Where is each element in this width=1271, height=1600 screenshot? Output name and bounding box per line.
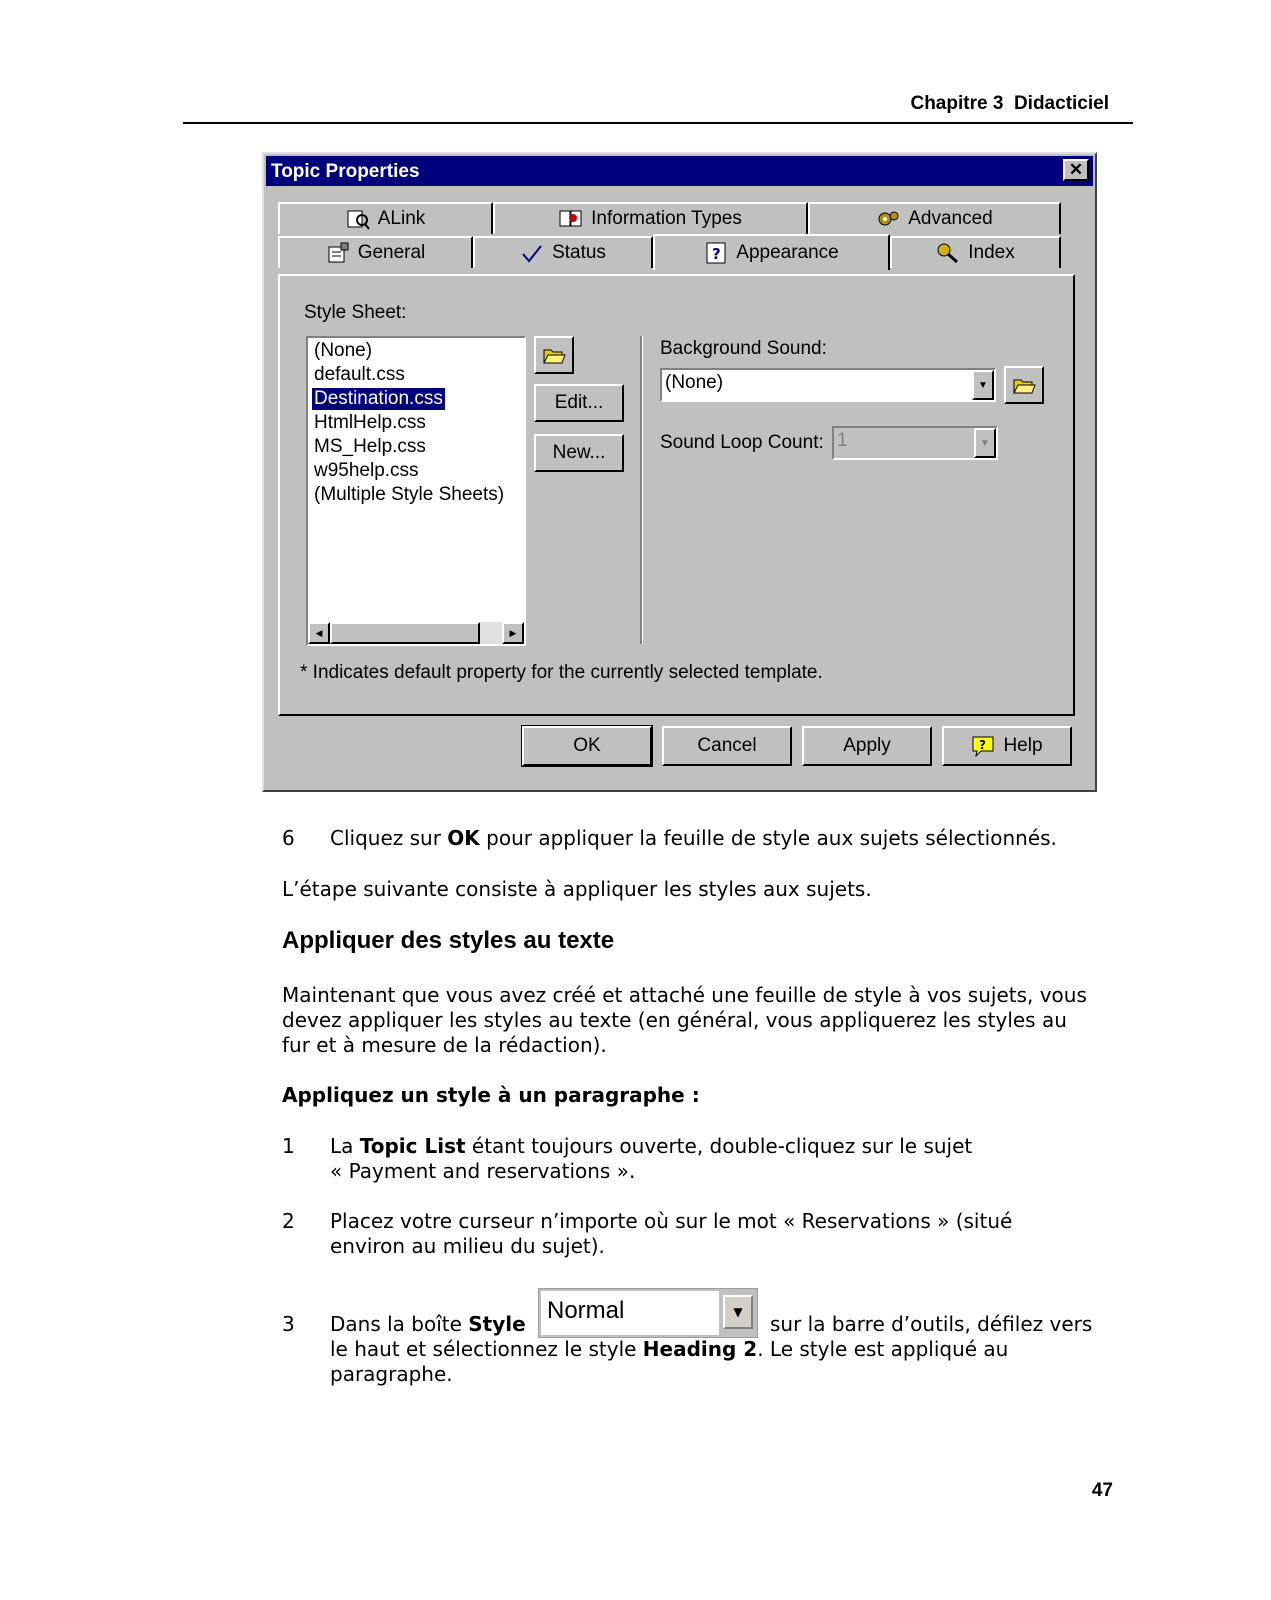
style-sheet-listbox[interactable] xyxy=(306,336,526,646)
folder-open-icon xyxy=(542,344,566,366)
general-icon xyxy=(326,242,350,264)
step-text: Dans la boîte xyxy=(330,1312,469,1336)
cancel-button[interactable] xyxy=(662,726,792,766)
help-button[interactable] xyxy=(942,726,1072,766)
running-header xyxy=(910,93,1109,115)
step-text: « Payment and reservations ». xyxy=(330,1159,636,1183)
step-number: 6 xyxy=(282,826,295,850)
procedure-title: Appliquez un style à un paragraphe : xyxy=(282,1083,700,1107)
step-text: étant toujours ouverte, double-cliquez sur le sujet xyxy=(465,1134,973,1158)
help-question-icon xyxy=(704,242,728,264)
information-types-icon xyxy=(559,208,583,230)
help-balloon-icon xyxy=(971,735,995,757)
browse-stylesheet-button[interactable] xyxy=(534,336,574,374)
list-item[interactable]: HtmlHelp.css xyxy=(314,412,426,433)
next-step-paragraph: L’étape suivante consiste à appliquer les styles aux sujets. xyxy=(282,877,872,901)
appearance-panel xyxy=(278,274,1075,716)
style-dropdown-field xyxy=(541,1291,719,1335)
tab-label: Index xyxy=(968,242,1015,263)
vertical-separator xyxy=(640,336,643,644)
edit-button[interactable] xyxy=(534,384,624,422)
scroll-thumb[interactable] xyxy=(330,622,480,644)
horizontal-scrollbar[interactable] xyxy=(308,622,524,644)
chevron-down-icon[interactable]: ▼ xyxy=(972,370,994,400)
intro-line: Maintenant que vous avez créé et attaché une feuille de style à vos sujets, vous xyxy=(282,983,1087,1007)
step-2-text xyxy=(330,1209,1012,1259)
tab-label: Advanced xyxy=(908,208,993,229)
footnote: * Indicates default property for the currently selected template. xyxy=(300,662,823,683)
step-text: le haut et sélectionnez le style xyxy=(330,1337,643,1361)
svg-text:?: ? xyxy=(712,245,721,263)
ok-button[interactable] xyxy=(522,726,652,766)
tab-general[interactable] xyxy=(278,236,473,268)
chevron-down-icon[interactable]: ▼ xyxy=(974,428,996,458)
step-bold: Heading 2 xyxy=(642,1337,758,1361)
intro-paragraph xyxy=(282,983,1087,1058)
close-button[interactable] xyxy=(1063,159,1089,181)
chapter-title: Didacticiel xyxy=(1013,93,1109,114)
topic-properties-dialog xyxy=(262,152,1097,792)
folder-open-icon xyxy=(1012,374,1036,396)
step-text: Cliquez sur xyxy=(330,826,448,850)
sound-loop-count-select[interactable] xyxy=(832,426,998,460)
step-number: 1 xyxy=(282,1134,295,1158)
key-icon xyxy=(936,242,960,264)
step-text: pour appliquer la feuille de style aux sujets sélectionnés. xyxy=(479,826,1057,850)
list-item[interactable]: default.css xyxy=(314,364,405,385)
background-sound-label: Background Sound: xyxy=(660,338,827,359)
step-3-line1-left xyxy=(330,1312,526,1337)
step-text: . Le style est appliqué au xyxy=(757,1337,1009,1361)
dialog-titlebar xyxy=(266,156,1093,186)
list-item[interactable]: MS_Help.css xyxy=(314,436,426,457)
tab-index[interactable] xyxy=(890,236,1061,268)
tab-advanced[interactable] xyxy=(808,202,1061,234)
svg-text:?: ? xyxy=(979,738,987,752)
alink-icon xyxy=(346,208,370,230)
list-item-selected[interactable]: Destination.css xyxy=(314,388,443,409)
tab-label: ALink xyxy=(377,208,426,229)
close-icon: ✕ xyxy=(1068,160,1084,179)
tab-information-types[interactable] xyxy=(493,202,808,234)
tab-appearance[interactable] xyxy=(653,234,890,270)
tab-label: General xyxy=(357,242,426,263)
help-button-label: Help xyxy=(1003,735,1043,756)
intro-line: fur et à mesure de la rédaction). xyxy=(282,1033,607,1057)
step-3-line1-right: sur la barre d’outils, défilez vers xyxy=(770,1312,1093,1336)
checkmark-icon xyxy=(520,242,544,264)
step-number: 3 xyxy=(282,1312,295,1336)
sound-loop-count-label: Sound Loop Count: xyxy=(660,432,824,453)
list-item[interactable]: (None) xyxy=(314,340,373,361)
dialog-title: Topic Properties xyxy=(271,161,420,182)
browse-sound-button[interactable] xyxy=(1004,366,1044,404)
step-text: paragraphe. xyxy=(330,1362,453,1386)
scroll-right-icon[interactable]: ▶ xyxy=(502,622,524,644)
ok-button-label: OK xyxy=(573,735,601,756)
step-text: La xyxy=(330,1134,360,1158)
chevron-down-icon: ▼ xyxy=(723,1295,753,1329)
list-item[interactable]: w95help.css xyxy=(314,460,419,481)
section-heading: Appliquer des styles au texte xyxy=(282,927,615,954)
step-6-text xyxy=(330,826,1057,851)
step-1-text xyxy=(330,1134,972,1184)
step-bold: Topic List xyxy=(359,1134,466,1158)
style-dropdown-image xyxy=(538,1288,758,1338)
background-sound-value: (None) xyxy=(665,372,724,393)
chapter-number: Chapitre 3 xyxy=(910,93,1004,114)
intro-line: devez appliquer les styles au texte (en général, vous appliquerez les styles au xyxy=(282,1008,1067,1032)
new-button[interactable] xyxy=(534,434,624,472)
header-rule xyxy=(183,122,1133,124)
step-text: Placez votre curseur n’importe où sur le mot « Reservations » (situé xyxy=(330,1209,1013,1233)
list-item[interactable]: (Multiple Style Sheets) xyxy=(314,484,505,505)
style-dropdown-value: Normal xyxy=(547,1297,625,1324)
page-number: 47 xyxy=(1091,1480,1113,1501)
advanced-icon xyxy=(876,208,900,230)
sound-loop-count-value: 1 xyxy=(837,430,848,451)
new-button-label: New... xyxy=(552,442,606,463)
step-bold: OK xyxy=(447,826,480,850)
tab-label: Status xyxy=(552,242,606,263)
step-bold: Style xyxy=(468,1312,526,1336)
step-3-line2 xyxy=(330,1337,1008,1387)
tab-label: Information Types xyxy=(591,208,742,229)
tab-alink[interactable] xyxy=(278,202,493,234)
step-number: 2 xyxy=(282,1209,295,1233)
scroll-left-icon[interactable]: ◀ xyxy=(308,622,330,644)
apply-button[interactable] xyxy=(802,726,932,766)
style-sheet-label: Style Sheet: xyxy=(304,302,407,323)
cancel-button-label: Cancel xyxy=(697,735,757,756)
background-sound-select[interactable] xyxy=(660,368,996,402)
apply-button-label: Apply xyxy=(843,735,891,756)
tab-status[interactable] xyxy=(473,236,653,268)
step-text: environ au milieu du sujet). xyxy=(330,1234,605,1258)
tab-label: Appearance xyxy=(736,242,839,263)
edit-button-label: Edit... xyxy=(554,392,604,413)
